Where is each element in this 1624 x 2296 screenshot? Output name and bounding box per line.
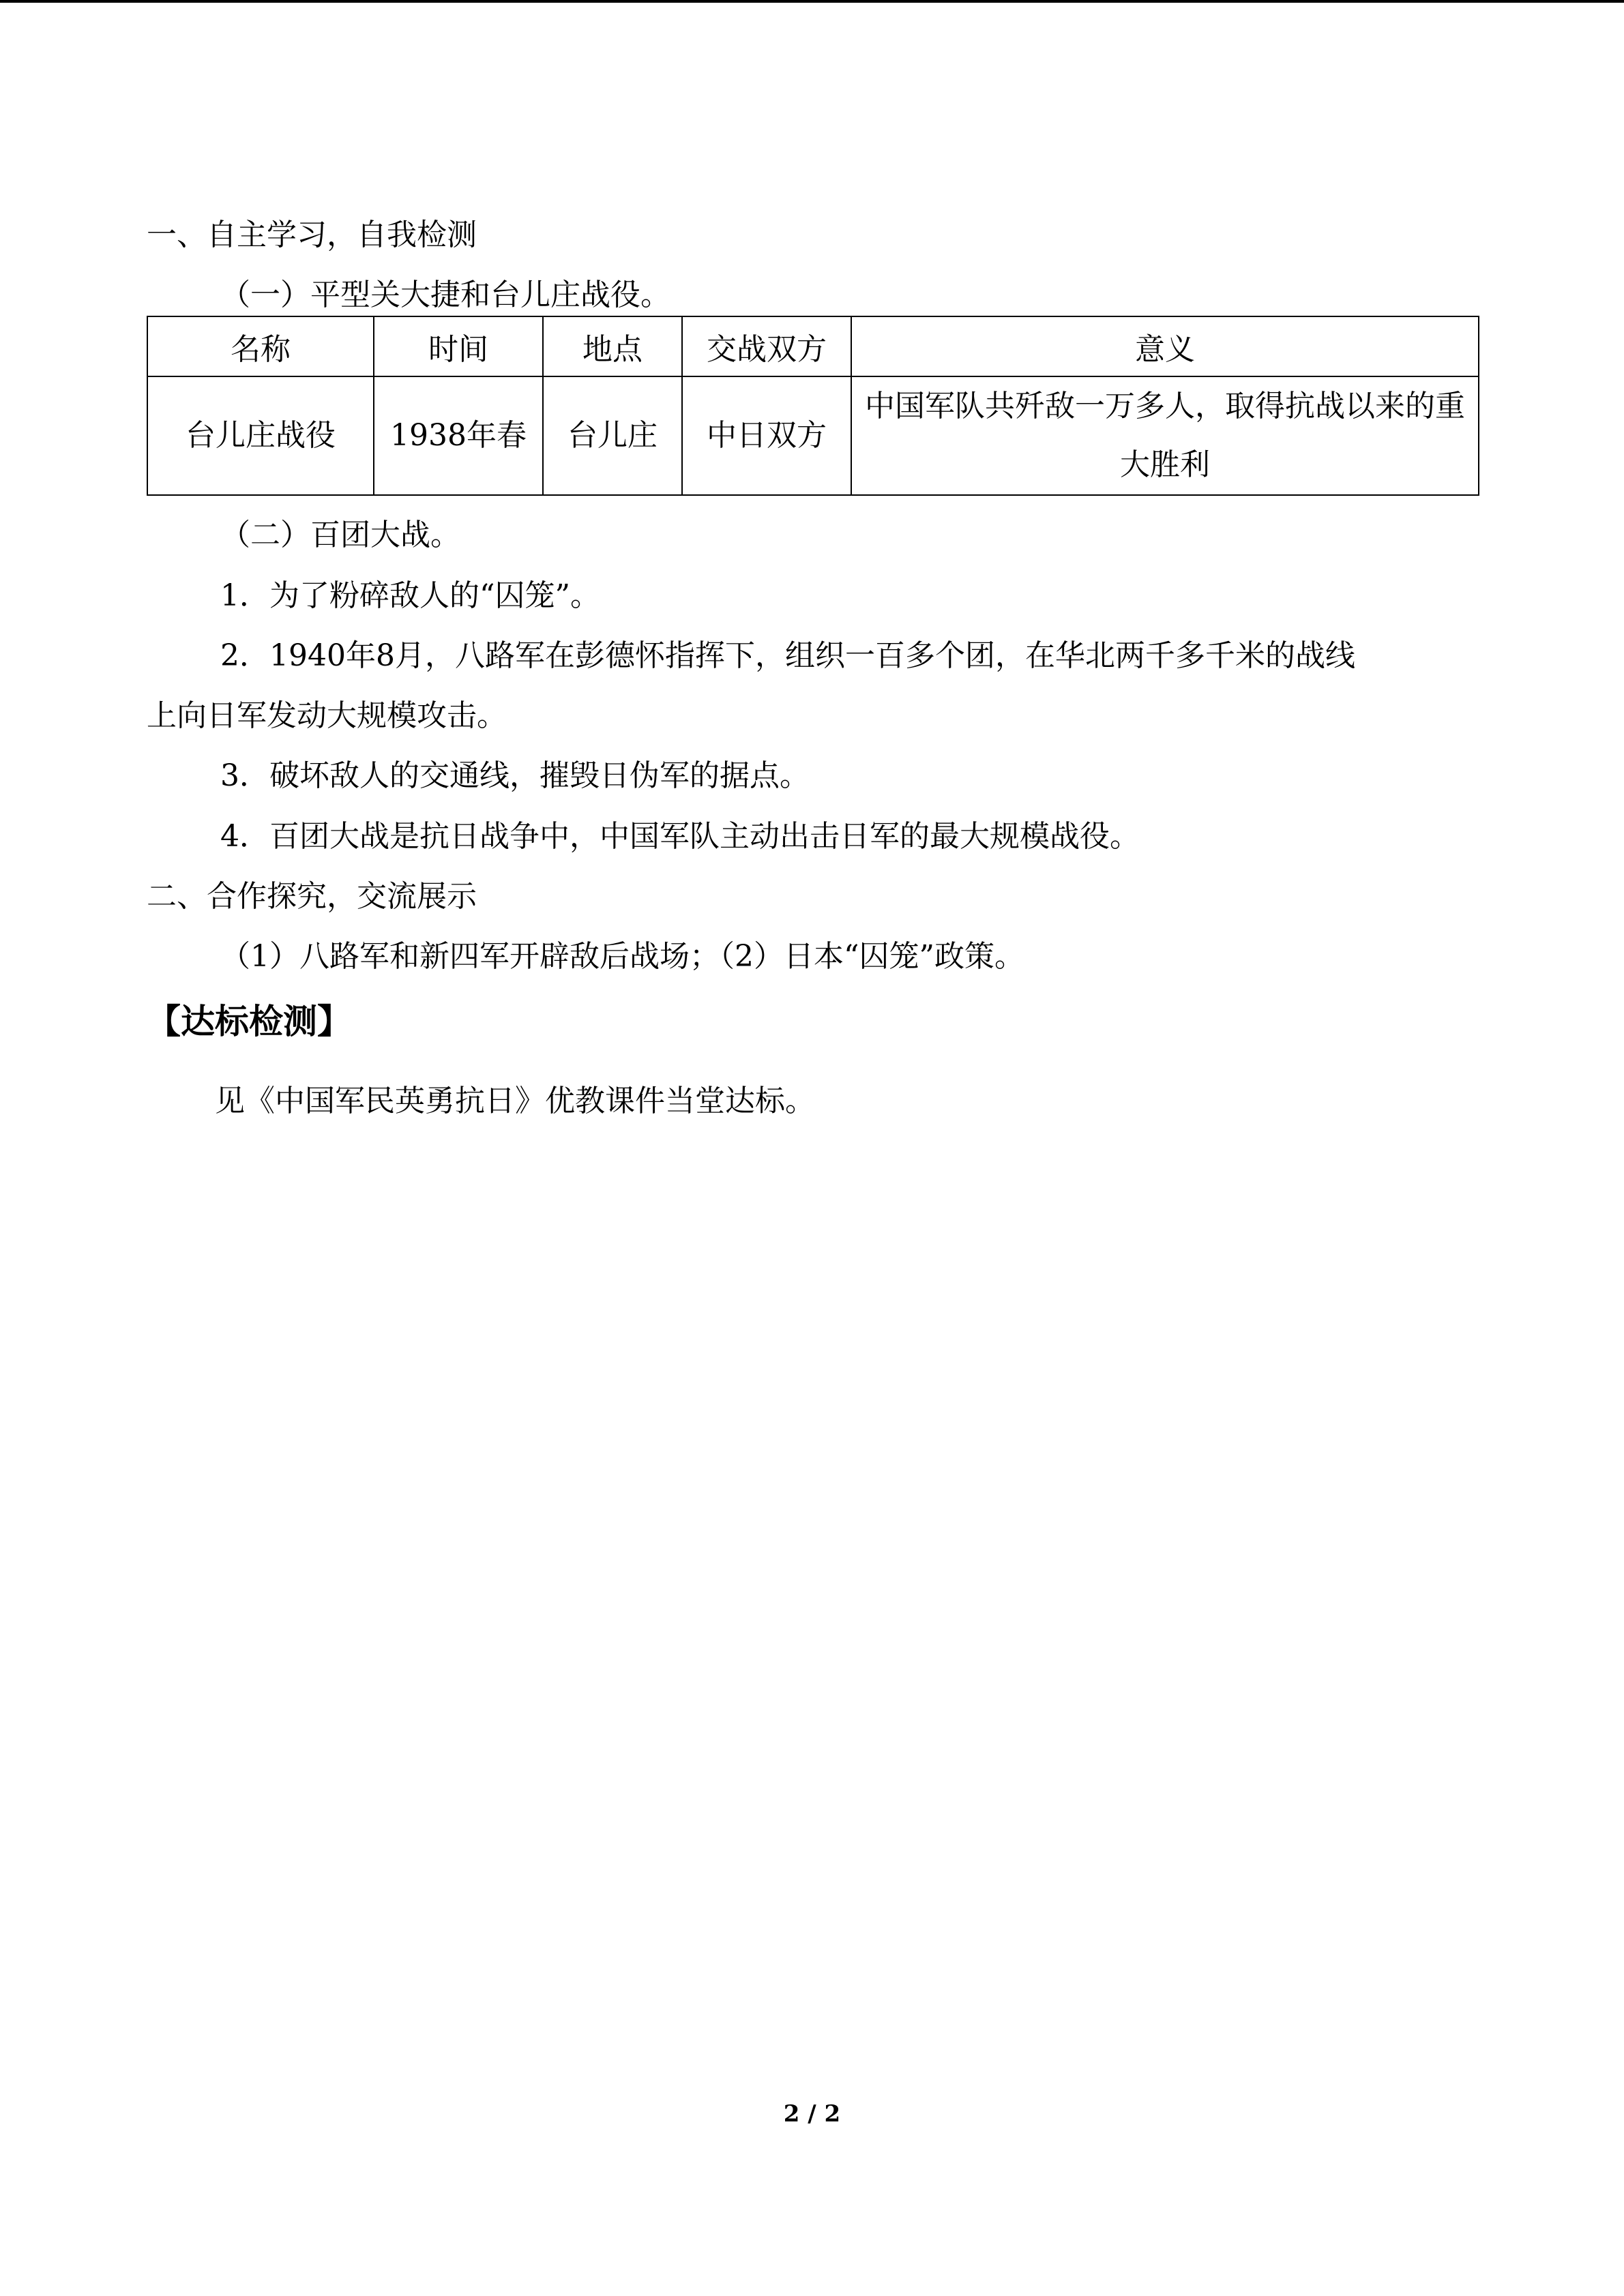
section-1-heading: 一、自主学习，自我检测 (147, 218, 477, 252)
header-location: 地点 (543, 316, 682, 376)
subsection-2-title: （二）百团大战。 (220, 518, 460, 552)
table-row (147, 376, 1479, 495)
page-number: 2 / 2 (783, 2100, 841, 2128)
table-header-row (147, 316, 1479, 376)
list-item: 3．破坏敌人的交通线，摧毁日伪军的据点。 (220, 758, 810, 793)
list-item: 4．百团大战是抗日战争中，中国军队主动出击日军的最大规模战役。 (220, 819, 1140, 854)
cell-belligerents: 中日双方 (682, 376, 851, 495)
header-significance: 意义 (851, 316, 1479, 376)
battle-table (147, 316, 1479, 496)
list-item: 1．为了粉碎敌人的“囚笼”。 (220, 578, 600, 613)
header-name: 名称 (147, 316, 374, 376)
header-belligerents: 交战双方 (682, 316, 851, 376)
section-3-content: 见《中国军民英勇抗日》优教课件当堂达标。 (215, 1084, 815, 1118)
section-2-content: （1）八路军和新四军开辟敌后战场；（2）日本“囚笼”政策。 (220, 939, 1024, 974)
section-3-heading: 【达标检测】 (147, 1002, 351, 1041)
section-2-heading: 二、合作探究，交流展示 (147, 879, 477, 914)
list-item: 2．1940年8月，八路军在彭德怀指挥下，组织一百多个团，在华北两千多千米的战线 (220, 638, 1355, 673)
header-time: 时间 (374, 316, 543, 376)
page-top-border (0, 0, 1624, 3)
list-item-continuation: 上向日军发动大规模攻击。 (147, 698, 507, 733)
cell-time: 1938年春 (374, 376, 543, 495)
cell-significance: 中国军队共歼敌一万多人，取得抗战以来的重大胜利 (851, 376, 1479, 495)
cell-name: 台儿庄战役 (147, 376, 374, 495)
cell-location: 台儿庄 (543, 376, 682, 495)
subsection-1-title: （一）平型关大捷和台儿庄战役。 (220, 278, 670, 312)
